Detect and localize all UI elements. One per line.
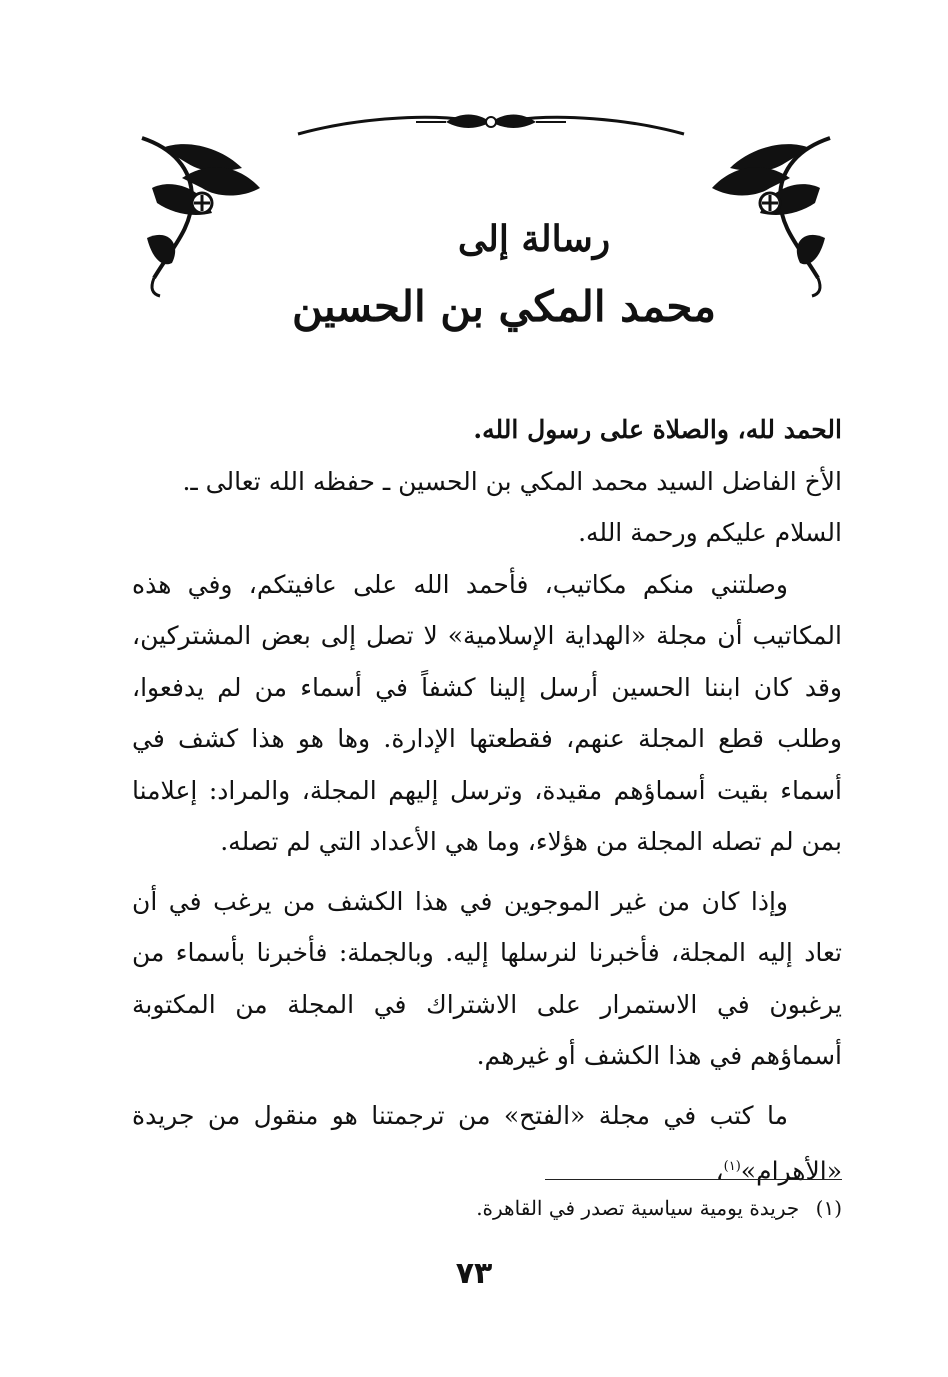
- footnote-reference: (١): [723, 1159, 741, 1174]
- title-line-1: رسالة إلى: [457, 218, 611, 260]
- addressee-line: الأخ الفاضل السيد محمد المكي بن الحسين ـ حفظه الله تعالى ـ.: [182, 466, 842, 496]
- footnote-text: جريدة يومية سياسية تصدر في القاهرة.: [476, 1196, 800, 1220]
- letter-body: [132, 404, 842, 1197]
- paragraph-subscriptions: وصلتني منكم مكاتيب، فأحمد الله على عافيتكم، وفي هذه المكاتيب أن مجلة «الهداية الإسلامية» لا تصل إلى بعض المشتركين، وقد كان ابننا الحسين أرسل إلينا كشفاً في أسماء من لم يدفعوا، وطلب قطع المجلة عنهم، فقطعتها الإدارة. وها هو هذا كشف في أسماء بقيت أسماؤهم مقيدة، وترسل إليهم المجلة، والمراد: إعلامنا بمن لم تصله المجلة من هؤلاء، وما هي الأعداد التي لم تصله.: [132, 569, 842, 856]
- left-corner-ornament-icon: [132, 128, 272, 298]
- salutation-line: السلام عليكم ورحمة الله.: [578, 518, 842, 547]
- paragraph-list-request: وإذا كان من غير الموجوين في هذا الكشف من يرغب في أن تعاد إليه المجلة، فأخبرنا لنرسلها إليه. وبالجملة: فأخبرنا بأسماء من يرغبون في الاستمرار على الاشتراك في المجلة من المكتوبة أسماؤهم في هذا الكشف أو غيرهم.: [132, 886, 842, 1070]
- title-line-2: محمد المكي بن الحسين: [291, 282, 717, 331]
- biography-text: ما كتب في مجلة «الفتح» من ترجمتنا هو منقول من جريدة «الأهرام»: [132, 1100, 842, 1186]
- trailing-comma: ،: [715, 1156, 724, 1186]
- opening-praise: الحمد لله، والصلاة على رسول الله.: [473, 415, 842, 444]
- page-number: ٧٣: [455, 1256, 493, 1291]
- footnote: [476, 1196, 842, 1220]
- right-corner-ornament-icon: [700, 128, 840, 298]
- paragraph-biography-note: [132, 1090, 842, 1197]
- top-flourish-icon: [296, 108, 686, 138]
- footnote-number: (١): [815, 1196, 842, 1220]
- footnote-divider: [545, 1179, 842, 1180]
